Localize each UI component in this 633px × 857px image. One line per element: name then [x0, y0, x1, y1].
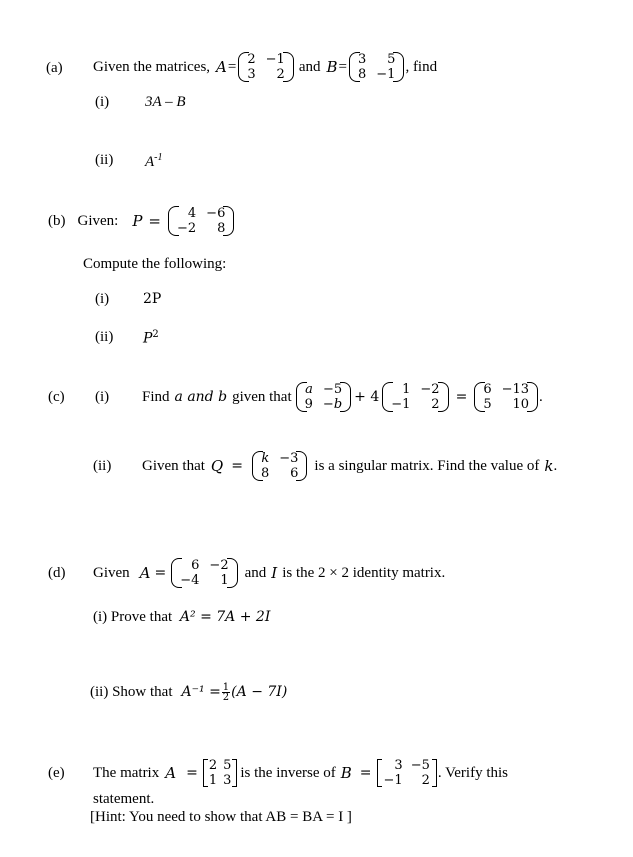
right-paren — [302, 451, 308, 481]
matrix-cell: 1 — [402, 382, 411, 397]
power-exponent: 2 — [152, 329, 159, 340]
part-b-i-label: (i) — [95, 291, 110, 307]
matrix-cell: −6 — [206, 206, 226, 221]
matrix-cell: −2 — [177, 221, 197, 236]
matrix-c2-cells — [387, 382, 443, 412]
part-e-text-2: is the inverse of — [240, 764, 336, 781]
matrix-cell: 5 — [483, 397, 492, 412]
matrix-d-cells — [176, 558, 232, 588]
part-e-text-4: statement. — [93, 791, 155, 807]
part-b-ii-expr — [143, 330, 159, 346]
part-d-label: (d) — [48, 565, 66, 581]
part-b-label: (b) — [48, 212, 66, 229]
and-text: and — [244, 564, 267, 581]
matrix-cell: −5 — [322, 382, 343, 397]
matrix-cell: 1 — [220, 573, 229, 588]
equals-sign: = — [231, 458, 243, 474]
part-a-ii-label: (ii) — [95, 152, 114, 168]
part-c-i-text-2: a and b — [174, 389, 228, 405]
equals-sign: = — [338, 58, 347, 75]
matrix-p — [167, 206, 235, 236]
matrix-cell: −2 — [209, 558, 229, 573]
part-d-identity-text: is the 2 × 2 identity matrix. — [282, 564, 446, 581]
variable-k: k — [544, 456, 554, 475]
matrix-cell: 3 — [394, 758, 403, 773]
matrix-cell: 8 — [260, 466, 270, 481]
matrix-e-b — [376, 759, 438, 787]
matrix-cell: −1 — [265, 52, 285, 67]
matrix-cell: 9 — [304, 397, 313, 412]
part-c-ii-text-2: is a singular matrix. Find the value of — [314, 457, 540, 474]
matrix-cell: 6 — [191, 558, 200, 573]
matrix-a-var: A — [165, 763, 177, 782]
part-c-i-label: (i) — [95, 389, 110, 405]
part-b-i-expr: 2P — [143, 291, 162, 307]
part-c-i-text-1: Find — [142, 388, 170, 405]
part-d-given — [93, 555, 445, 591]
matrix-b — [348, 52, 405, 82]
matrix-c1 — [295, 382, 353, 412]
part-b-ii-label: (ii) — [95, 329, 114, 345]
matrix-cell: 4 — [187, 206, 197, 221]
matrix-cell: 3 — [357, 52, 367, 67]
inverse-exponent: -1 — [154, 152, 163, 163]
matrix-e-b-cells — [382, 759, 432, 787]
part-c-ii-text-1: Given that — [142, 457, 205, 474]
part-a-label: (a) — [46, 60, 63, 76]
matrix-cell: −5 — [410, 758, 430, 773]
left-paren — [251, 451, 257, 481]
part-d-ii-lhs: A⁻¹ = — [181, 684, 221, 700]
equals-sign: = — [227, 58, 237, 75]
matrix-c2 — [381, 382, 449, 412]
part-e-hint: [Hint: You need to show that AB = BA = I ] — [90, 809, 352, 825]
part-c-i-content — [142, 379, 543, 415]
matrix-cell: 3 — [247, 67, 256, 82]
equals-sign: = — [148, 211, 161, 230]
matrix-cell: 2 — [276, 67, 285, 82]
part-c-label: (c) — [48, 389, 65, 405]
matrix-a-var: A — [139, 563, 151, 582]
matrix-e-a-cells — [208, 759, 233, 787]
part-e-text-1: The matrix — [93, 764, 160, 781]
part-a-intro — [93, 49, 437, 85]
matrix-cell: 8 — [217, 221, 226, 236]
matrix-b-var: B — [340, 763, 352, 782]
left-paren — [473, 382, 479, 412]
part-d-i-text: (i) Prove that — [93, 609, 173, 625]
fraction-numerator: 1 — [222, 681, 230, 693]
part-c-i-text-3: given that — [232, 388, 292, 405]
matrix-cell: k — [261, 451, 270, 466]
find-text: , find — [405, 58, 438, 75]
part-d-i-expr: A² = 7A + 2I — [179, 609, 271, 625]
matrix-c3-cells — [479, 382, 533, 412]
matrix-cell: 2 — [208, 758, 218, 773]
part-c-ii-label: (ii) — [93, 458, 112, 474]
part-d-ii-text: (ii) Show that — [90, 683, 173, 700]
matrix-cell: 1 — [208, 773, 218, 788]
matrix-cell: −1 — [376, 67, 396, 82]
part-b-compute: Compute the following: — [83, 256, 227, 272]
matrix-cell: 2 — [431, 397, 440, 412]
right-bracket — [432, 759, 438, 787]
matrix-cell: 6 — [290, 466, 299, 481]
matrix-cell: −1 — [391, 397, 411, 412]
left-paren — [295, 382, 301, 412]
matrix-d — [170, 558, 238, 588]
period: . — [539, 388, 543, 405]
left-paren — [381, 382, 387, 412]
matrix-cell: −13 — [501, 382, 530, 397]
matrix-cell: 3 — [223, 773, 232, 788]
plus-four: + 4 — [354, 389, 380, 405]
equals-sign: = — [455, 389, 468, 405]
matrix-cell: −4 — [180, 573, 200, 588]
left-paren — [170, 558, 176, 588]
matrix-cell: −2 — [420, 382, 440, 397]
matrix-cell: −1 — [383, 773, 403, 788]
part-e-text-3: . Verify this — [437, 764, 509, 781]
part-a-i-expr: 3A – B — [145, 94, 186, 110]
matrix-p-var: P — [132, 211, 143, 230]
right-paren — [229, 206, 235, 236]
part-b-given — [48, 203, 235, 239]
power-base: P — [143, 330, 153, 347]
matrix-a-cells — [243, 52, 288, 82]
one-half-fraction — [222, 683, 230, 702]
left-bracket — [202, 759, 208, 787]
part-b-given-text: Given: — [77, 212, 119, 229]
part-e-statement — [93, 756, 508, 790]
left-bracket — [376, 759, 382, 787]
right-paren — [533, 382, 539, 412]
matrix-cell: 2 — [421, 773, 430, 788]
matrix-cell: −b — [322, 397, 343, 412]
right-paren — [233, 558, 239, 588]
part-d-ii-rhs: (A − 7I) — [231, 684, 288, 700]
matrix-e-a — [202, 759, 239, 787]
matrix-q — [251, 451, 308, 481]
part-d-i — [93, 610, 270, 625]
matrix-cell: 2 — [247, 52, 256, 67]
right-paren — [399, 52, 405, 82]
part-d-ii — [90, 678, 287, 706]
right-paren — [289, 52, 295, 82]
matrix-cell: 5 — [387, 52, 396, 67]
equals-sign: = — [359, 765, 372, 781]
matrix-cell: 6 — [483, 382, 492, 397]
matrix-a-var: A — [216, 57, 227, 76]
right-paren — [444, 382, 450, 412]
part-a-intro-text: Given the matrices, — [93, 58, 211, 75]
period: . — [553, 457, 558, 474]
equals-sign: = — [154, 565, 167, 581]
matrix-b-var: B — [326, 57, 338, 76]
right-paren — [346, 382, 352, 412]
left-paren — [348, 52, 354, 82]
matrix-cell: 10 — [512, 397, 530, 412]
matrix-cell: 5 — [223, 758, 232, 773]
identity-var: I — [271, 563, 278, 582]
part-c-ii-content — [142, 448, 557, 484]
equals-sign: = — [186, 765, 198, 781]
inverse-base: A — [145, 154, 155, 170]
left-paren — [237, 52, 243, 82]
matrix-a — [237, 52, 294, 82]
and-text: and — [298, 58, 321, 75]
matrix-c3 — [473, 382, 539, 412]
part-e-label: (e) — [48, 765, 65, 781]
matrix-cell: a — [305, 382, 313, 397]
fraction-denominator: 2 — [222, 691, 230, 703]
right-bracket — [232, 759, 238, 787]
left-paren — [167, 206, 173, 236]
part-a-i-label: (i) — [95, 94, 110, 110]
part-d-given-text: Given — [93, 564, 130, 581]
part-a-ii-expr — [145, 153, 163, 170]
matrix-p-cells — [173, 206, 229, 236]
matrix-q-var: Q — [210, 456, 224, 475]
matrix-cell: −3 — [279, 451, 299, 466]
matrix-cell: 8 — [357, 67, 367, 82]
